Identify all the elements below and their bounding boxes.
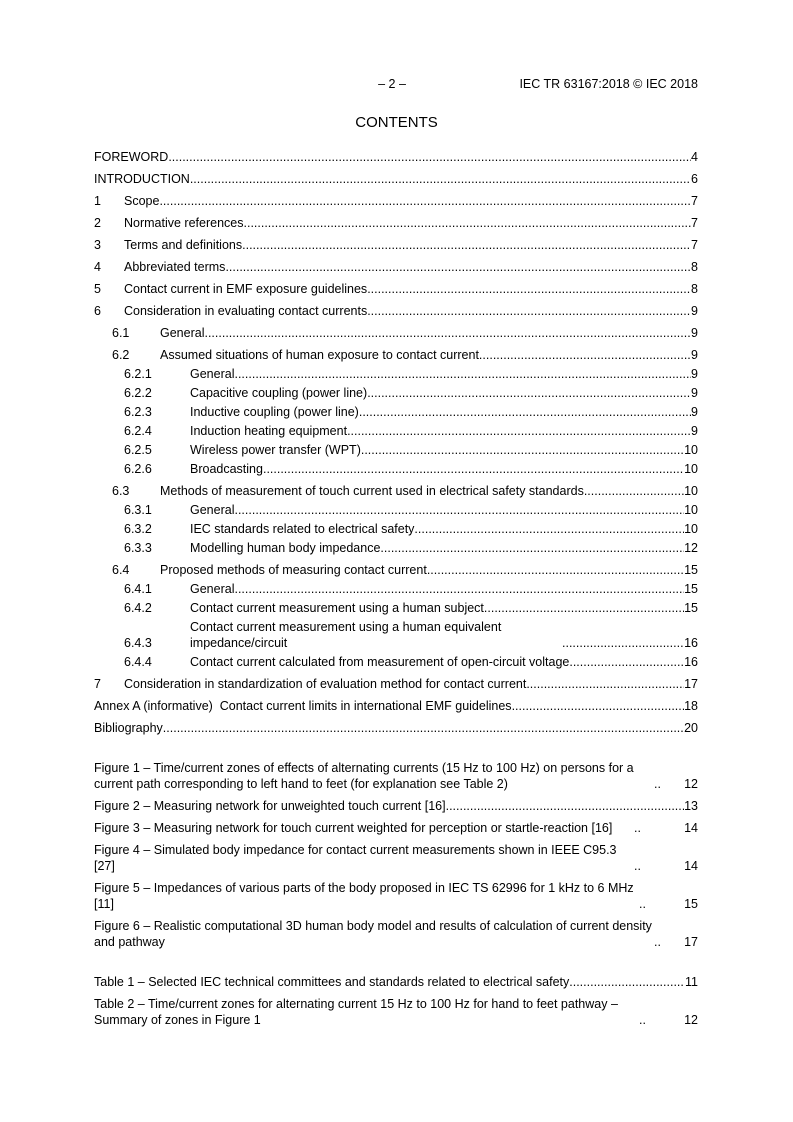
- toc-entry-page: 10: [684, 443, 698, 457]
- toc-table-2[interactable]: [94, 996, 698, 1028]
- toc-entry-number: 6.2.5: [124, 443, 152, 457]
- toc-entry-6-2-6[interactable]: [94, 461, 698, 477]
- toc-figure-3[interactable]: [94, 820, 698, 836]
- toc-entry-6-4-1[interactable]: [94, 581, 698, 597]
- toc-table-text: Table 2 – Time/current zones for alternating current 15 Hz to 100 Hz for hand to feet pathway – Summary of zones in Figure 1: [94, 997, 618, 1027]
- toc-entry-text: Inductive coupling (power line): [190, 405, 359, 419]
- toc-figure-page: 15: [684, 897, 698, 911]
- toc-entry-text: Assumed situations of human exposure to contact current: [160, 348, 479, 362]
- toc-entry-number: 2: [94, 216, 101, 230]
- toc-figure-page: 13: [684, 799, 698, 813]
- toc-entry-page: 15: [684, 582, 698, 596]
- toc-table-page: 11: [685, 975, 698, 989]
- toc-entry-page: 9: [691, 424, 698, 438]
- toc-entry-6-3-2[interactable]: [94, 521, 698, 537]
- toc-entry-6-4-2[interactable]: [94, 600, 698, 616]
- toc-entry-text: General: [190, 503, 235, 517]
- toc-figure-1[interactable]: [94, 760, 698, 792]
- toc-entry-number: 1: [94, 194, 101, 208]
- toc-entry-text: General: [190, 582, 235, 596]
- toc-figure-text: Figure 6 – Realistic computational 3D human body model and results of calculation of current density and pathway: [94, 919, 652, 949]
- toc-entry-text: Annex A (informative) Contact current limits in international EMF guidelines: [94, 699, 512, 713]
- toc-figure-text: Figure 4 – Simulated body impedance for contact current measurements shown in IEEE C95.3 [27]: [94, 843, 617, 873]
- toc-entry-page: 12: [684, 541, 698, 555]
- toc-entry-6-3[interactable]: [94, 483, 698, 499]
- toc-entry-number: 6.2.1: [124, 367, 152, 381]
- table-of-contents: [94, 143, 698, 1028]
- toc-entry-page: 10: [684, 522, 698, 536]
- toc-table-1[interactable]: [94, 974, 698, 990]
- toc-entry-page: 9: [691, 326, 698, 340]
- toc-figure-text: Figure 2 – Measuring network for unweighted touch current [16]: [94, 799, 446, 813]
- toc-entry-number: 6.4.1: [124, 582, 152, 596]
- toc-entry-page: 15: [684, 601, 698, 615]
- toc-entry-bibliography[interactable]: [94, 720, 698, 736]
- toc-entry-number: 6.2.2: [124, 386, 152, 400]
- toc-entry-annex-a[interactable]: [94, 698, 698, 714]
- contents-title: CONTENTS: [355, 114, 438, 131]
- toc-figure-page: 14: [684, 859, 698, 873]
- toc-entry-6-2[interactable]: [94, 347, 698, 363]
- toc-figure-5[interactable]: [94, 880, 698, 912]
- toc-entry-6-4-3[interactable]: [94, 619, 698, 651]
- toc-entry-number: 6: [94, 304, 101, 318]
- toc-entry-text: Terms and definitions: [124, 238, 243, 252]
- toc-figure-text: Figure 5 – Impedances of various parts of the body proposed in IEC TS 62996 for 1 kHz to 6 MHz [11]: [94, 881, 634, 911]
- toc-entry-number: 6.4.3: [124, 636, 152, 650]
- toc-entry-number: 6.3.1: [124, 503, 152, 517]
- toc-entry-page: 4: [691, 150, 698, 164]
- toc-entry-6-4-4[interactable]: [94, 654, 698, 670]
- toc-entry-6-3-3[interactable]: [94, 540, 698, 556]
- page-number: – 2 –: [378, 77, 406, 91]
- toc-entry-number: 6.2.4: [124, 424, 152, 438]
- toc-entry-number: 6.4: [112, 563, 130, 577]
- toc-entry-text: Contact current measurement using a human equivalent impedance/circuit: [190, 620, 502, 650]
- toc-entry-page: 6: [691, 172, 698, 186]
- toc-entry-text: INTRODUCTION: [94, 172, 190, 186]
- toc-entry-text: Induction heating equipment: [190, 424, 348, 438]
- toc-entry-number: 6.4.2: [124, 601, 152, 615]
- toc-entry-page: 7: [691, 194, 698, 208]
- toc-entry-number: 6.2.3: [124, 405, 152, 419]
- toc-entry-6-2-3[interactable]: [94, 404, 698, 420]
- toc-entry-number: 7: [94, 677, 101, 691]
- toc-figure-page: 17: [684, 935, 698, 949]
- toc-entry-text: Normative references: [124, 216, 244, 230]
- toc-entry-page: 9: [691, 386, 698, 400]
- toc-entry-text: Contact current in EMF exposure guidelines: [124, 282, 368, 296]
- toc-entry-text: Modelling human body impedance: [190, 541, 381, 555]
- toc-entry-number: 6.3.2: [124, 522, 152, 536]
- toc-entry-text: Bibliography: [94, 721, 163, 735]
- toc-figure-text: Figure 1 – Time/current zones of effects of alternating currents (15 Hz to 100 Hz) on persons for a current path corresponding to left hand to feet (for explanation see Table 2): [94, 761, 634, 791]
- toc-entry-text: Contact current calculated from measurement of open-circuit voltage: [190, 655, 570, 669]
- toc-entry-text: IEC standards related to electrical safety: [190, 522, 415, 536]
- toc-entry-6-2-4[interactable]: [94, 423, 698, 439]
- toc-entry-number: 6.1: [112, 326, 130, 340]
- toc-entry-6[interactable]: [94, 303, 698, 319]
- toc-entry-1[interactable]: [94, 193, 698, 209]
- toc-entry-page: 10: [684, 503, 698, 517]
- toc-entry-page: 7: [691, 238, 698, 252]
- toc-entry-3[interactable]: [94, 237, 698, 253]
- toc-figure-text: Figure 3 – Measuring network for touch current weighted for perception or startle-reaction [16]: [94, 821, 613, 835]
- toc-entry-foreword[interactable]: [94, 149, 698, 165]
- toc-entry-page: 15: [684, 563, 698, 577]
- toc-figure-4[interactable]: [94, 842, 698, 874]
- document-reference: IEC TR 63167:2018 © IEC 2018: [519, 77, 698, 91]
- toc-entry-page: 9: [691, 367, 698, 381]
- toc-entry-number: 6.3: [112, 484, 130, 498]
- toc-entry-number: 6.3.3: [124, 541, 152, 555]
- toc-entry-number: 4: [94, 260, 101, 274]
- toc-entry-4[interactable]: [94, 259, 698, 275]
- toc-entry-text: Proposed methods of measuring contact current: [160, 563, 427, 577]
- toc-entry-text: Wireless power transfer (WPT): [190, 443, 361, 457]
- page-header: [0, 77, 793, 93]
- toc-entry-page: 9: [691, 405, 698, 419]
- toc-entry-6-4[interactable]: [94, 562, 698, 578]
- toc-entry-text: Consideration in standardization of evaluation method for contact current: [124, 677, 527, 691]
- toc-entry-text: Scope: [124, 194, 160, 208]
- toc-entry-text: FOREWORD: [94, 150, 169, 164]
- toc-entry-5[interactable]: [94, 281, 698, 297]
- toc-entry-7[interactable]: [94, 676, 698, 692]
- toc-entry-page: 17: [684, 677, 698, 691]
- toc-entry-text: General: [160, 326, 205, 340]
- toc-entry-text: Broadcasting: [190, 462, 263, 476]
- toc-entry-number: 6.2: [112, 348, 130, 362]
- toc-entry-number: 6.4.4: [124, 655, 152, 669]
- toc-entry-page: 10: [684, 484, 698, 498]
- toc-entry-6-1[interactable]: [94, 325, 698, 341]
- toc-entry-number: 5: [94, 282, 101, 296]
- toc-entry-page: 18: [684, 699, 698, 713]
- toc-entry-text: Consideration in evaluating contact currents: [124, 304, 368, 318]
- toc-entry-text: Abbreviated terms: [124, 260, 226, 274]
- toc-entry-page: 16: [684, 655, 698, 669]
- toc-entry-page: 8: [691, 282, 698, 296]
- toc-entry-6-2-2[interactable]: [94, 385, 698, 401]
- toc-entry-text: Contact current measurement using a human subject: [190, 601, 484, 615]
- toc-entry-number: 6.2.6: [124, 462, 152, 476]
- toc-entry-number: 3: [94, 238, 101, 252]
- toc-entry-page: 9: [691, 304, 698, 318]
- toc-figure-6[interactable]: [94, 918, 698, 950]
- toc-entry-page: 10: [684, 462, 698, 476]
- toc-entry-6-2-1[interactable]: [94, 366, 698, 382]
- toc-entry-introduction[interactable]: [94, 171, 698, 187]
- toc-table-text: Table 1 – Selected IEC technical committees and standards related to electrical safety: [94, 975, 570, 989]
- toc-entry-6-2-5[interactable]: [94, 442, 698, 458]
- toc-entry-page: 8: [691, 260, 698, 274]
- toc-entry-text: General: [190, 367, 235, 381]
- toc-entry-page: 9: [691, 348, 698, 362]
- toc-figure-2[interactable]: [94, 798, 698, 814]
- toc-entry-text: Capacitive coupling (power line): [190, 386, 368, 400]
- toc-entry-page: 16: [684, 636, 698, 650]
- toc-entry-6-3-1[interactable]: [94, 502, 698, 518]
- toc-entry-2[interactable]: [94, 215, 698, 231]
- toc-entry-page: 20: [684, 721, 698, 735]
- toc-figure-page: 12: [684, 777, 698, 791]
- toc-entry-page: 7: [691, 216, 698, 230]
- toc-table-page: 12: [684, 1013, 698, 1027]
- toc-entry-text: Methods of measurement of touch current used in electrical safety standards: [160, 484, 584, 498]
- toc-figure-page: 14: [684, 821, 698, 835]
